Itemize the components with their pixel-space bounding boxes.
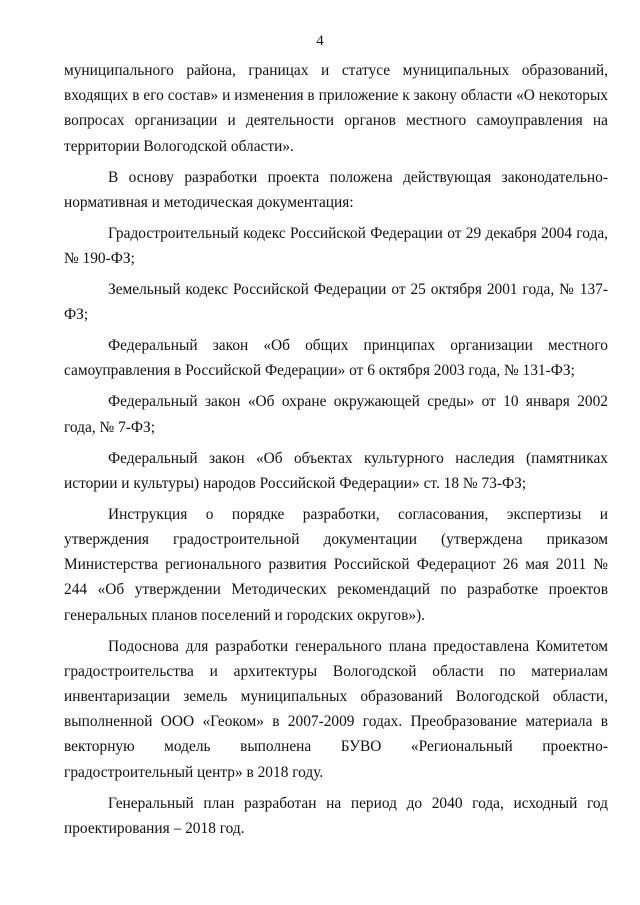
paragraph-planning-period: Генеральный план разработан на период до 2040 года, исходный год проектирования – 2018 год. — [64, 794, 608, 837]
paragraph-law-environment: Федеральный закон «Об охране окружающей среды» от 10 января 2002 года, № 7-ФЗ; — [64, 393, 608, 436]
paragraph-law-cultural-heritage: Федеральный закон «Об объектах культурного наследия (памятниках истории и культуры) народов Российской Федерации» ст. 18 № 73-ФЗ; — [64, 449, 608, 492]
document-body — [64, 58, 608, 847]
paragraph-instruction: Инструкция о порядке разработки, согласования, экспертизы и утверждения градостроительной документации (утверждена приказом Министерства регионального развития Российской Федерациoт 26 мая 2011 № 244 «Об утверждении Методических рекомендаций по разработке проектов генеральных планов поселений и городских округов»). — [64, 505, 608, 624]
paragraph-base-map: Подоснова для разработки генерального плана предоставлена Комитетом градостроительства и архитектуры Вологодской области по материалам инвентаризации земель муниципальных образований Вологодской области, выполненной ООО «Геоком» в 2007-2009 годах. Преобразование материала в векторную модель выполнена БУВО «Региональный проектно-градостроительный центр» в 2018 году. — [64, 637, 608, 781]
paragraph-urban-planning-code: Градостроительный кодекс Российской Федерации от 29 декабря 2004 года, № 190-ФЗ; — [64, 224, 608, 268]
paragraph-basis: В основу разработки проекта положена действующая законодательно-нормативная и методическая документация: — [64, 168, 608, 211]
paragraph-law-local-government: Федеральный закон «Об общих принципах организации местного самоуправления в Российской Федерации» от 6 октября 2003 года, № 131-ФЗ; — [64, 337, 608, 380]
paragraph-intro-continuation: муниципального района, границах и статусе муниципальных образований, входящих в его состав» и изменения в приложение к закону области «О некоторых вопросах организации и деятельности органов местного самоуправления на территории Вологодской области». — [64, 62, 608, 155]
paragraph-land-code: Земельный кодекс Российской Федерации от 25 октября 2001 года, № 137-ФЗ; — [64, 281, 608, 324]
page-number: 4 — [316, 33, 324, 49]
